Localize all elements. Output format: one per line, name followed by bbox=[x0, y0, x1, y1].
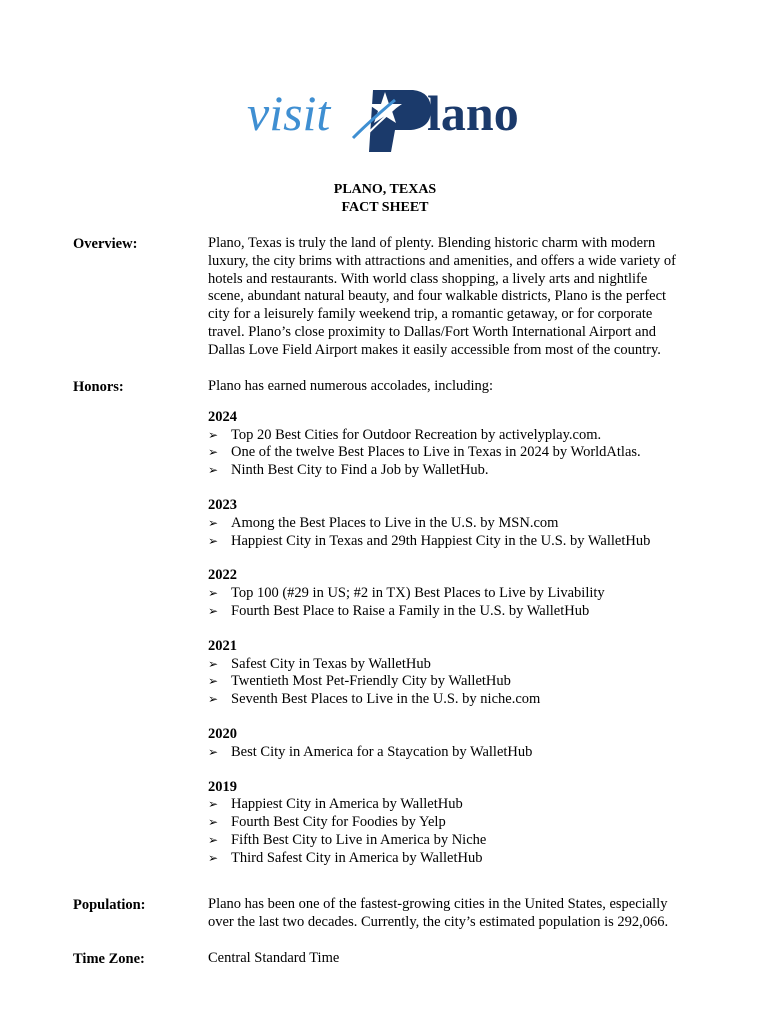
honors-year-heading: 2021 bbox=[208, 637, 237, 654]
honors-year-list bbox=[208, 409, 708, 868]
honors-list-item bbox=[208, 462, 708, 480]
honors-list-item bbox=[208, 796, 708, 814]
honors-item-text: Fifth Best City to Live in America by Niche bbox=[231, 831, 487, 848]
arrow-bullet-icon: ➢ bbox=[208, 515, 219, 530]
honors-item-text: Seventh Best Places to Live in the U.S. by niche.com bbox=[231, 691, 541, 708]
honors-list bbox=[208, 427, 708, 480]
honors-year-heading: 2020 bbox=[208, 725, 237, 742]
honors-item-text: Fourth Best Place to Raise a Family in the U.S. by WalletHub bbox=[231, 602, 590, 619]
arrow-bullet-icon: ➢ bbox=[208, 427, 219, 442]
arrow-bullet-icon: ➢ bbox=[208, 533, 219, 548]
honors-year-heading: 2022 bbox=[208, 567, 237, 584]
honors-year-heading: 2023 bbox=[208, 496, 237, 513]
title-line-2: FACT SHEET bbox=[341, 200, 429, 215]
title-line-1: PLANO, TEXAS bbox=[333, 182, 437, 197]
arrow-bullet-icon: ➢ bbox=[208, 850, 219, 865]
honors-item-text: Best City in America for a Staycation by WalletHub bbox=[231, 743, 533, 760]
logo-visit-text: visit bbox=[247, 85, 331, 141]
honors-item-text: Fourth Best City for Foodies by Yelp bbox=[231, 814, 446, 831]
honors-intro: Plano has earned numerous accolades, including: bbox=[208, 378, 494, 394]
arrow-bullet-icon: ➢ bbox=[208, 656, 219, 671]
honors-list-item bbox=[208, 585, 708, 603]
honors-list-item bbox=[208, 744, 708, 762]
honors-list-item bbox=[208, 832, 708, 850]
visit-plano-logo bbox=[245, 78, 530, 158]
time-zone-label: Time Zone: bbox=[73, 951, 145, 967]
arrow-bullet-icon: ➢ bbox=[208, 445, 219, 460]
overview-line: city for a leisurely family weekend trip, a romantic getaway, or for corporate bbox=[208, 306, 653, 323]
population-line: over the last two decades. Currently, the city’s estimated population is 292,066. bbox=[208, 913, 669, 930]
honors-list bbox=[208, 656, 708, 709]
logo-star-p-mark bbox=[353, 90, 431, 152]
honors-item-text: Among the Best Places to Live in the U.S. by MSN.com bbox=[231, 514, 559, 531]
arrow-bullet-icon: ➢ bbox=[208, 744, 219, 759]
honors-item-text: Twentieth Most Pet-Friendly City by WalletHub bbox=[231, 673, 511, 690]
honors-item-text: Third Safest City in America by WalletHub bbox=[231, 849, 483, 866]
overview-line: hotels and restaurants. With world class shopping, a lively arts and nightlife bbox=[208, 270, 648, 287]
overview-line: travel. Plano’s close proximity to Dallas/Fort Worth International Airport and bbox=[208, 323, 656, 340]
honors-year-heading: 2024 bbox=[208, 408, 237, 425]
arrow-bullet-icon: ➢ bbox=[208, 586, 219, 601]
population-line: Plano has been one of the fastest-growing cities in the United States, especially bbox=[208, 896, 668, 912]
arrow-bullet-icon: ➢ bbox=[208, 832, 219, 847]
arrow-bullet-icon: ➢ bbox=[208, 797, 219, 812]
honors-list-item bbox=[208, 444, 708, 462]
honors-item-text: One of the twelve Best Places to Live in Texas in 2024 by WorldAtlas. bbox=[231, 444, 641, 461]
overview-line: Plano, Texas is truly the land of plenty. Blending historic charm with modern bbox=[208, 235, 656, 251]
population-label: Population: bbox=[73, 897, 146, 913]
arrow-bullet-icon: ➢ bbox=[208, 692, 219, 707]
honors-list-item bbox=[208, 814, 708, 832]
arrow-bullet-icon: ➢ bbox=[208, 463, 219, 478]
honors-item-text: Happiest City in Texas and 29th Happiest City in the U.S. by WalletHub bbox=[231, 532, 651, 549]
overview-label: Overview: bbox=[73, 236, 138, 252]
overview-line: Dallas Love Field Airport makes it easily accessible from most of the country. bbox=[208, 341, 661, 358]
honors-item-text: Top 100 (#29 in US; #2 in TX) Best Places to Live by Livability bbox=[231, 585, 605, 602]
logo-plano-text: lano bbox=[427, 85, 519, 141]
overview-body bbox=[208, 235, 708, 360]
arrow-bullet-icon: ➢ bbox=[208, 674, 219, 689]
arrow-bullet-icon: ➢ bbox=[208, 815, 219, 830]
honors-list bbox=[208, 744, 708, 762]
honors-list-item bbox=[208, 673, 708, 691]
time-zone-value: Central Standard Time bbox=[208, 950, 340, 966]
overview-line: scene, abundant natural beauty, and four walkable districts, Plano is the perfect bbox=[208, 288, 667, 305]
honors-list-item bbox=[208, 533, 708, 551]
honors-item-text: Safest City in Texas by WalletHub bbox=[231, 655, 431, 672]
honors-list-item bbox=[208, 603, 708, 621]
honors-year-heading: 2019 bbox=[208, 778, 237, 795]
honors-list-item bbox=[208, 427, 708, 445]
honors-list-item bbox=[208, 850, 708, 868]
honors-list-item bbox=[208, 656, 708, 674]
honors-item-text: Top 20 Best Cities for Outdoor Recreation by activelyplay.com. bbox=[231, 426, 602, 443]
arrow-bullet-icon: ➢ bbox=[208, 603, 219, 618]
honors-item-text: Ninth Best City to Find a Job by WalletHub. bbox=[231, 462, 489, 479]
honors-body bbox=[208, 378, 708, 868]
page-title bbox=[0, 181, 770, 217]
honors-list-item bbox=[208, 691, 708, 709]
honors-list bbox=[208, 585, 708, 621]
honors-item-text: Happiest City in America by WalletHub bbox=[231, 796, 463, 813]
honors-list-item bbox=[208, 515, 708, 533]
honors-list bbox=[208, 796, 708, 867]
overview-line: luxury, the city brims with attractions and amenities, and offers a wide variety of bbox=[208, 252, 676, 269]
population-body bbox=[208, 896, 708, 932]
honors-list bbox=[208, 515, 708, 551]
honors-label: Honors: bbox=[73, 379, 124, 395]
